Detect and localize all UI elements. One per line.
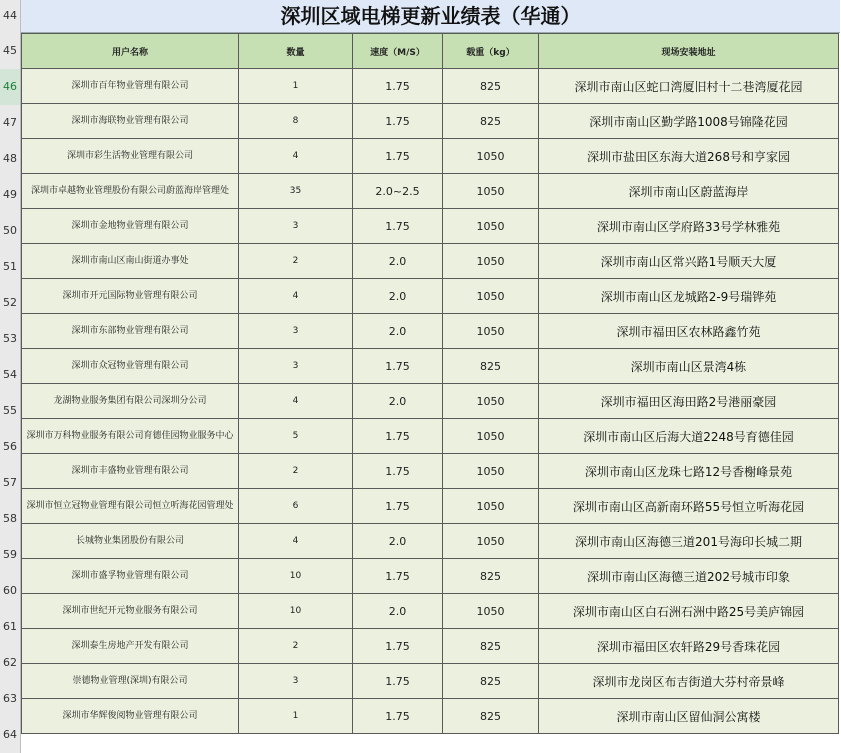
cell-address[interactable]: 深圳市南山区龙珠七路12号香榭峰景苑 bbox=[539, 454, 839, 489]
cell-user-name[interactable]: 深圳市金地物业管理有限公司 bbox=[22, 209, 239, 244]
cell-user-name[interactable]: 崇德物业管理(深圳)有限公司 bbox=[22, 664, 239, 699]
table-row bbox=[22, 454, 839, 489]
table-row bbox=[22, 559, 839, 594]
cell-speed[interactable]: 2.0 bbox=[353, 594, 443, 629]
row-number[interactable]: 52 bbox=[3, 296, 17, 309]
cell-load[interactable]: 1050 bbox=[443, 244, 539, 279]
cell-load[interactable]: 825 bbox=[443, 664, 539, 699]
cell-user-name[interactable]: 深圳泰生房地产开发有限公司 bbox=[22, 629, 239, 664]
table-row bbox=[22, 629, 839, 664]
cell-speed[interactable]: 1.75 bbox=[353, 419, 443, 454]
performance-table bbox=[21, 33, 839, 734]
cell-address[interactable]: 深圳市龙岗区布吉街道大芬村帝景峰 bbox=[539, 664, 839, 699]
row-number[interactable]: 45 bbox=[3, 44, 17, 57]
cell-speed[interactable]: 2.0 bbox=[353, 244, 443, 279]
cell-user-name[interactable]: 深圳市盛孚物业管理有限公司 bbox=[22, 559, 239, 594]
cell-address[interactable]: 深圳市南山区常兴路1号顺天大厦 bbox=[539, 244, 839, 279]
cell-quantity[interactable]: 3 bbox=[239, 664, 353, 699]
cell-address[interactable]: 深圳市南山区蛇口湾厦旧村十二巷湾厦花园 bbox=[539, 69, 839, 104]
table-row bbox=[22, 489, 839, 524]
cell-load[interactable]: 825 bbox=[443, 104, 539, 139]
cell-load[interactable]: 1050 bbox=[443, 594, 539, 629]
cell-load[interactable]: 1050 bbox=[443, 209, 539, 244]
cell-quantity[interactable]: 4 bbox=[239, 279, 353, 314]
cell-quantity[interactable]: 8 bbox=[239, 104, 353, 139]
row-number[interactable]: 57 bbox=[3, 476, 17, 489]
cell-load[interactable]: 1050 bbox=[443, 279, 539, 314]
table-row bbox=[22, 314, 839, 349]
row-number[interactable]: 44 bbox=[3, 9, 17, 22]
cell-load[interactable]: 1050 bbox=[443, 454, 539, 489]
cell-address[interactable]: 深圳市南山区学府路33号学林雅苑 bbox=[539, 209, 839, 244]
cell-address[interactable]: 深圳市南山区海德三道201号海印长城二期 bbox=[539, 524, 839, 559]
row-number[interactable]: 46 bbox=[0, 69, 20, 105]
table-row bbox=[22, 524, 839, 559]
cell-user-name[interactable]: 深圳市南山区南山街道办事处 bbox=[22, 244, 239, 279]
cell-quantity[interactable]: 4 bbox=[239, 524, 353, 559]
cell-address[interactable]: 深圳市福田区海田路2号港丽豪园 bbox=[539, 384, 839, 419]
cell-user-name[interactable]: 深圳市恒立冠物业管理有限公司恒立听海花园管理处 bbox=[22, 489, 239, 524]
table-row bbox=[22, 594, 839, 629]
row-number[interactable]: 49 bbox=[3, 188, 17, 201]
table-row bbox=[22, 139, 839, 174]
cell-user-name[interactable]: 深圳市彩生活物业管理有限公司 bbox=[22, 139, 239, 174]
cell-address[interactable]: 深圳市福田区农林路鑫竹苑 bbox=[539, 314, 839, 349]
cell-user-name[interactable]: 深圳市众冠物业管理有限公司 bbox=[22, 349, 239, 384]
cell-speed[interactable]: 2.0 bbox=[353, 314, 443, 349]
cell-load[interactable]: 1050 bbox=[443, 314, 539, 349]
cell-speed[interactable]: 1.75 bbox=[353, 489, 443, 524]
cell-address[interactable]: 深圳市南山区白石洲石洲中路25号美庐锦园 bbox=[539, 594, 839, 629]
cell-quantity[interactable]: 4 bbox=[239, 384, 353, 419]
cell-speed[interactable]: 1.75 bbox=[353, 69, 443, 104]
cell-address[interactable]: 深圳市盐田区东海大道268号和亨家园 bbox=[539, 139, 839, 174]
cell-quantity[interactable]: 10 bbox=[239, 594, 353, 629]
cell-quantity[interactable]: 2 bbox=[239, 629, 353, 664]
cell-speed[interactable]: 1.75 bbox=[353, 664, 443, 699]
row-number[interactable]: 47 bbox=[3, 116, 17, 129]
cell-speed[interactable]: 2.0 bbox=[353, 384, 443, 419]
cell-speed[interactable]: 1.75 bbox=[353, 139, 443, 174]
row-number[interactable]: 61 bbox=[3, 620, 17, 633]
header-row bbox=[22, 34, 839, 69]
cell-quantity[interactable]: 3 bbox=[239, 209, 353, 244]
row-number[interactable]: 48 bbox=[3, 152, 17, 165]
cell-speed[interactable]: 1.75 bbox=[353, 559, 443, 594]
table-row bbox=[22, 664, 839, 699]
cell-address[interactable]: 深圳市南山区海德三道202号城市印象 bbox=[539, 559, 839, 594]
row-number[interactable]: 64 bbox=[3, 728, 17, 741]
row-number[interactable]: 63 bbox=[3, 692, 17, 705]
table-body bbox=[22, 69, 839, 734]
cell-quantity[interactable]: 5 bbox=[239, 419, 353, 454]
row-number[interactable]: 56 bbox=[3, 440, 17, 453]
cell-quantity[interactable]: 3 bbox=[239, 349, 353, 384]
cell-speed[interactable]: 1.75 bbox=[353, 349, 443, 384]
cell-quantity[interactable]: 1 bbox=[239, 699, 353, 734]
cell-user-name[interactable]: 深圳市百年物业管理有限公司 bbox=[22, 69, 239, 104]
cell-address[interactable]: 深圳市福田区农轩路29号香珠花园 bbox=[539, 629, 839, 664]
cell-load[interactable]: 825 bbox=[443, 349, 539, 384]
cell-quantity[interactable]: 2 bbox=[239, 244, 353, 279]
row-number[interactable]: 53 bbox=[3, 332, 17, 345]
cell-user-name[interactable]: 深圳市海联物业管理有限公司 bbox=[22, 104, 239, 139]
cell-load[interactable]: 825 bbox=[443, 69, 539, 104]
cell-load[interactable]: 825 bbox=[443, 629, 539, 664]
row-number[interactable]: 50 bbox=[3, 224, 17, 237]
cell-address[interactable]: 深圳市南山区勤学路1008号锦隆花园 bbox=[539, 104, 839, 139]
table-row bbox=[22, 419, 839, 454]
header-user-name[interactable]: 用户名称 bbox=[22, 34, 239, 69]
cell-address[interactable]: 深圳市南山区龙城路2-9号瑞铧苑 bbox=[539, 279, 839, 314]
cell-quantity[interactable]: 2 bbox=[239, 454, 353, 489]
table-row bbox=[22, 244, 839, 279]
header-quantity[interactable]: 数量 bbox=[239, 34, 353, 69]
cell-address[interactable]: 深圳市南山区高新南环路55号恒立听海花园 bbox=[539, 489, 839, 524]
cell-user-name[interactable]: 深圳市开元国际物业管理有限公司 bbox=[22, 279, 239, 314]
cell-user-name[interactable]: 深圳市丰盛物业管理有限公司 bbox=[22, 454, 239, 489]
cell-speed[interactable]: 2.0~2.5 bbox=[353, 174, 443, 209]
row-number[interactable]: 54 bbox=[3, 368, 17, 381]
table-row bbox=[22, 279, 839, 314]
cell-load[interactable]: 825 bbox=[443, 699, 539, 734]
cell-user-name[interactable]: 龙湖物业服务集团有限公司深圳分公司 bbox=[22, 384, 239, 419]
table-row bbox=[22, 349, 839, 384]
cell-quantity[interactable]: 3 bbox=[239, 314, 353, 349]
cell-load[interactable]: 1050 bbox=[443, 384, 539, 419]
cell-address[interactable]: 深圳市南山区后海大道2248号育德佳园 bbox=[539, 419, 839, 454]
cell-quantity[interactable]: 6 bbox=[239, 489, 353, 524]
cell-quantity[interactable]: 1 bbox=[239, 69, 353, 104]
table-row bbox=[22, 384, 839, 419]
cell-load[interactable]: 1050 bbox=[443, 524, 539, 559]
cell-speed[interactable]: 1.75 bbox=[353, 454, 443, 489]
row-number[interactable]: 59 bbox=[3, 548, 17, 561]
cell-load[interactable]: 825 bbox=[443, 559, 539, 594]
cell-speed[interactable]: 2.0 bbox=[353, 524, 443, 559]
header-address[interactable]: 现场安装地址 bbox=[539, 34, 839, 69]
cell-user-name[interactable]: 深圳市万科物业服务有限公司育德佳园物业服务中心 bbox=[22, 419, 239, 454]
cell-load[interactable]: 1050 bbox=[443, 419, 539, 454]
table-row bbox=[22, 699, 839, 734]
cell-load[interactable]: 1050 bbox=[443, 174, 539, 209]
cell-speed[interactable]: 2.0 bbox=[353, 279, 443, 314]
cell-address[interactable]: 深圳市南山区蔚蓝海岸 bbox=[539, 174, 839, 209]
header-load[interactable]: 载重（kg） bbox=[443, 34, 539, 69]
cell-speed[interactable]: 1.75 bbox=[353, 209, 443, 244]
cell-speed[interactable]: 1.75 bbox=[353, 699, 443, 734]
row-number[interactable]: 62 bbox=[3, 656, 17, 669]
cell-user-name[interactable]: 深圳市东部物业管理有限公司 bbox=[22, 314, 239, 349]
table-row bbox=[22, 69, 839, 104]
cell-load[interactable]: 1050 bbox=[443, 489, 539, 524]
table-row bbox=[22, 104, 839, 139]
header-speed[interactable]: 速度（M/S） bbox=[353, 34, 443, 69]
cell-user-name[interactable]: 长城物业集团股份有限公司 bbox=[22, 524, 239, 559]
cell-address[interactable]: 深圳市南山区景湾4栋 bbox=[539, 349, 839, 384]
table-row bbox=[22, 209, 839, 244]
cell-load[interactable]: 1050 bbox=[443, 139, 539, 174]
row-number[interactable]: 58 bbox=[3, 512, 17, 525]
cell-user-name[interactable]: 深圳市卓越物业管理股份有限公司蔚蓝海岸管理处 bbox=[22, 174, 239, 209]
cell-user-name[interactable]: 深圳市世纪开元物业服务有限公司 bbox=[22, 594, 239, 629]
row-number[interactable]: 55 bbox=[3, 404, 17, 417]
row-number[interactable]: 60 bbox=[3, 584, 17, 597]
cell-address[interactable]: 深圳市南山区留仙洞公寓楼 bbox=[539, 699, 839, 734]
sheet-title[interactable]: 深圳区域电梯更新业绩表（华通） bbox=[21, 0, 840, 33]
cell-quantity[interactable]: 10 bbox=[239, 559, 353, 594]
row-number[interactable]: 51 bbox=[3, 260, 17, 273]
table-row bbox=[22, 174, 839, 209]
cell-speed[interactable]: 1.75 bbox=[353, 104, 443, 139]
cell-quantity[interactable]: 35 bbox=[239, 174, 353, 209]
cell-speed[interactable]: 1.75 bbox=[353, 629, 443, 664]
cell-user-name[interactable]: 深圳市华辉俊阅物业管理有限公司 bbox=[22, 699, 239, 734]
cell-quantity[interactable]: 4 bbox=[239, 139, 353, 174]
